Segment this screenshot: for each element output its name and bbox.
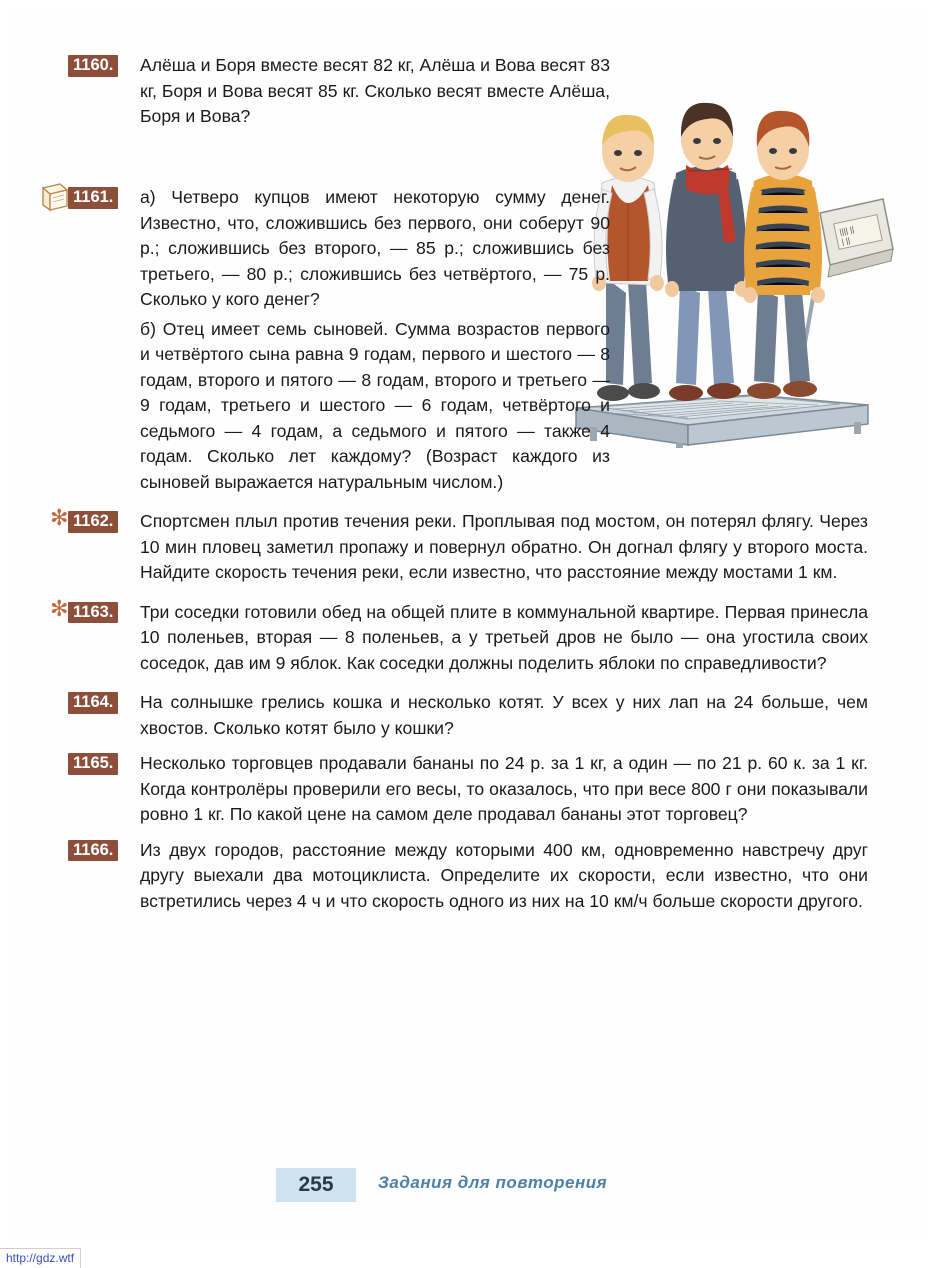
- page-footer: [68, 1168, 868, 1208]
- task-number-badge: 1163.: [68, 602, 118, 624]
- task-number-wrap-1164: [68, 692, 138, 714]
- task-number-wrap-1163: [50, 595, 138, 624]
- task-text: Из двух городов, расстояние между которыми 400 км, одновременно навстречу друг другу выехали два мотоциклиста. Определите их скорости, если известно, что они встретились через 4 ч и что скорость одного из них на 10 км/ч больше скорости другого.: [140, 839, 868, 911]
- task-number-badge: 1161.: [68, 187, 118, 209]
- footer-section-title: Задания для повторения: [378, 1173, 608, 1192]
- task-text: На солнышке грелись кошка и несколько котят. У всех у них лап на 24 больше, чем хвостов. Сколько котят было у кошки?: [140, 692, 868, 738]
- task-text: Алёша и Боря вместе весят 82 кг, Алёша и Вова весят 83 кг, Боря и Вова весят 85 кг. Сколько весят вместе Алёша, Боря и Вова?: [140, 55, 610, 126]
- task-number-badge: 1165.: [68, 753, 118, 775]
- page-sheet: [8, 8, 925, 1238]
- task-text-b: [140, 317, 610, 496]
- task-text: Спортсмен плыл против течения реки. Проплывая под мостом, он потерял флягу. Через 10 мин пловец заметил пропажу и повернул обратно. Он догнал флягу у второго моста. Найдите скорость течения реки, если известно, что расстояние между мостами 1 км.: [140, 511, 868, 582]
- task-1161: [68, 185, 868, 313]
- task-number-badge: 1166.: [68, 840, 118, 862]
- task-number-wrap-1160: [68, 55, 138, 77]
- task-number-badge: 1164.: [68, 692, 118, 714]
- task-1162: [50, 505, 868, 586]
- task-number-wrap-1166: [68, 840, 138, 862]
- task-text: Три соседки готовили обед на общей плите в коммунальной квартире. Первая принесла 10 поленьев, вторая — 8 поленьев, а у третьей дров не было — она угостила своих соседок, дав им 9 яблок. Как соседки должны поделить яблоки по справедливости?: [140, 601, 868, 673]
- task-text: Несколько торговцев продавали бананы по 24 р. за 1 кг, а один — по 21 р. 60 к. за 1 кг. Когда контролёры проверили его весы, то оказалось, что при весе 800 г они показывали ровно 1 кг. По какой цене на самом деле продавал бананы этот торговец?: [140, 753, 868, 824]
- task-1165: [68, 751, 868, 828]
- page-number-label: 255: [298, 1173, 334, 1196]
- star-marker-icon: ✻: [50, 505, 69, 530]
- task-text-a: а) Четверо купцов имеют некоторую сумму денег. Известно, что, сложившись без первого, они соберут 90 р.; сложившись без второго, — 85 р.; сложившись без третьего, — 80 р.; сложившись без четвёртого, — 75 р. Сколько у кого денег?: [140, 187, 610, 309]
- task-number-wrap-1162: [50, 505, 138, 533]
- task-number-wrap-1161: [68, 187, 138, 209]
- watermark-link[interactable]: http://gdz.wtf: [0, 1248, 81, 1268]
- task-1160: [68, 53, 868, 173]
- task-number-wrap-1165: [68, 753, 138, 775]
- task-1161-part-b: [68, 317, 868, 496]
- task-number-badge: 1162.: [68, 511, 118, 533]
- task-1163: [50, 595, 868, 677]
- task-1164: [68, 690, 868, 741]
- task-text-b-inline: б) Отец имеет семь сыновей. Сумма возрастов первого и четвёртого сына равна 9 годам, первого и шестого — 8 годам, второго и пятого — 8 годам, второго и третьего — 9 годам, третьего и шестого — 6 годам, четвёртого и седьмого — 4 годам, а седьмого и пятого — также 4 годам. Сколько лет каждому? (Возраст каждого из сыновей выражается натуральным числом.): [140, 318, 610, 492]
- svg-text:| ||: | ||: [840, 235, 851, 247]
- page-number: [276, 1168, 356, 1202]
- task-number-badge: 1160.: [68, 55, 118, 77]
- notebook-icon: [38, 179, 72, 213]
- task-1166: [68, 838, 868, 915]
- svg-text:|||| ||: |||| ||: [838, 224, 855, 237]
- star-marker-icon: ✻: [50, 595, 69, 621]
- exercise-list: [50, 53, 868, 918]
